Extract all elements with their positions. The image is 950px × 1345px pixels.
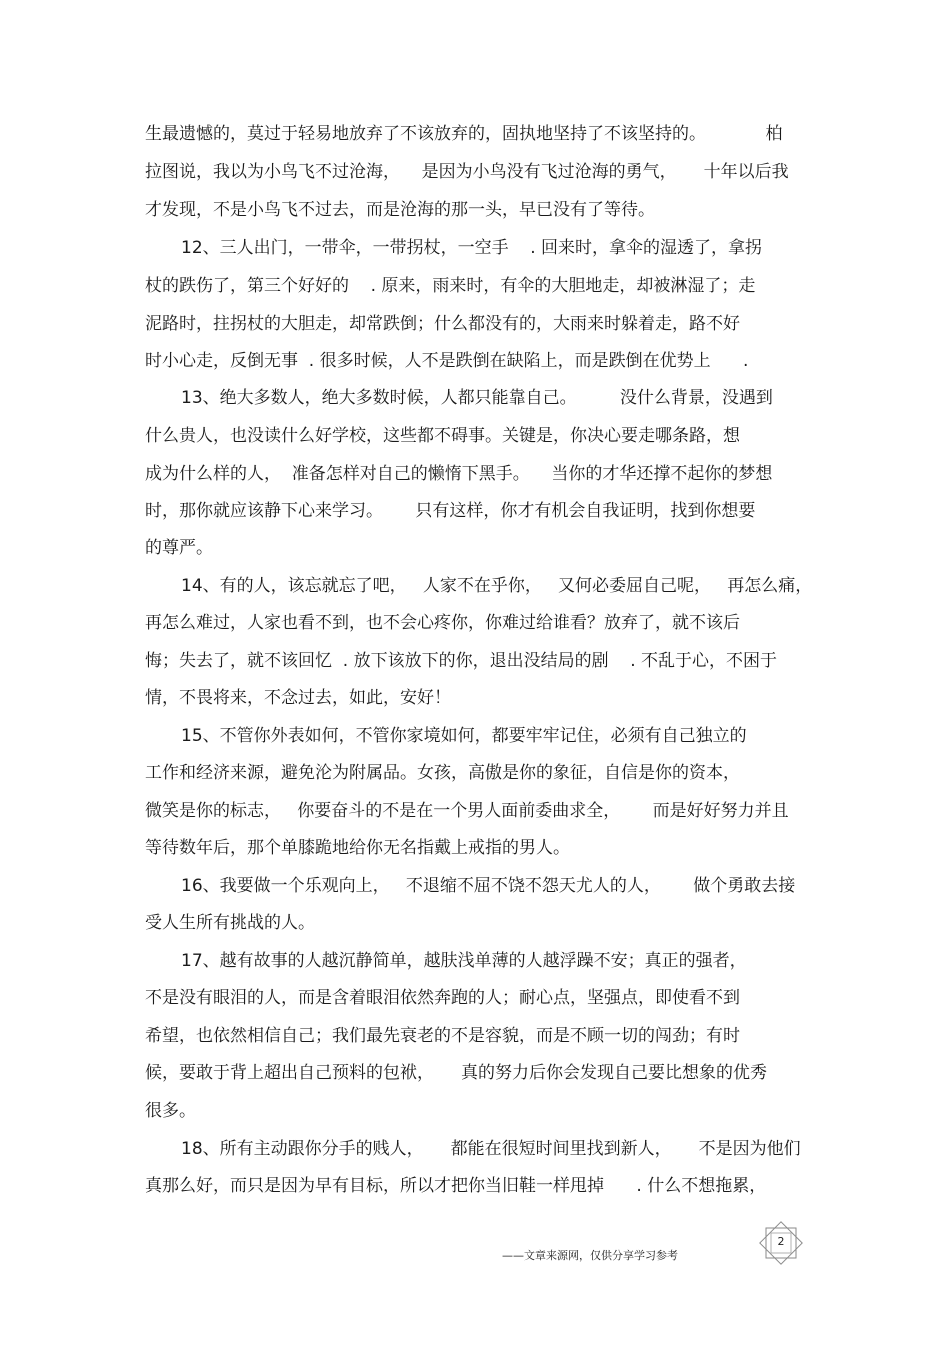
paragraph-12-start: 12、三人出门，一带伞，一带拐杖，一空手 . 回来时，拿伞的湿透了，拿拐 — [181, 238, 763, 258]
text-line: 真那么好，而只是因为早有目标，所以才把你当旧鞋一样甩掉 . 什么不想拖累， — [145, 1176, 767, 1196]
text-line: 泥路时，拄拐杖的大胆走，却常跌倒；什么都没有的，大雨来时躲着走，路不好 — [145, 314, 740, 334]
page-number-badge — [757, 1221, 805, 1265]
text-line: 工作和经济来源，避免沦为附属品。女孩，高傲是你的象征，自信是你的资本， — [145, 763, 740, 783]
text-line: 拉图说，我以为小鸟飞不过沧海， 是因为小鸟没有飞过沧海的勇气， 十年以后我 — [145, 162, 789, 182]
text-line: 时小心走，反倒无事 . 很多时候，人不是跌倒在缺陷上，而是跌倒在优势上 . — [145, 351, 749, 371]
text-line: 候，要敢于背上超出自己预料的包袱， 真的努力后你会发现自己要比想象的优秀 — [145, 1063, 768, 1083]
paragraph-15-start: 15、不管你外表如何，不管你家境如何，都要牢牢记住，必须有自己独立的 — [181, 726, 747, 746]
paragraph-13-start: 13、绝大多数人，绝大多数时候，人都只能靠自己。 没什么背景，没遇到 — [181, 388, 773, 408]
text-line: 不是没有眼泪的人，而是含着眼泪依然奔跑的人；耐心点，坚强点，即使看不到 — [145, 988, 740, 1008]
text-line: 的尊严。 — [145, 538, 213, 558]
text-line: 微笑是你的标志， 你要奋斗的不是在一个男人面前委曲求全， 而是好好努力并且 — [145, 801, 789, 821]
text-line: 杖的跌伤了，第三个好好的 . 原来，雨来时，有伞的大胆地走，却被淋湿了；走 — [145, 276, 756, 296]
paragraph-18-start: 18、所有主动跟你分手的贱人， 都能在很短时间里找到新人， 不是因为他们 — [181, 1139, 801, 1159]
text-line: 很多。 — [145, 1101, 196, 1121]
text-line: 生最遗憾的，莫过于轻易地放弃了不该放弃的，固执地坚持了不该坚持的。 柏 — [145, 124, 783, 144]
text-line: 成为什么样的人， 准备怎样对自己的懒惰下黑手。 当你的才华还撑不起你的梦想 — [145, 464, 773, 484]
text-line: 受人生所有挑战的人。 — [145, 913, 315, 933]
text-line: 什么贵人，也没读什么好学校，这些都不碍事。关键是，你决心要走哪条路，想 — [145, 426, 740, 446]
page-number: 2 — [777, 1235, 785, 1248]
paragraph-17-start: 17、越有故事的人越沉静简单，越肤浅单薄的人越浮躁不安；真正的强者， — [181, 951, 747, 971]
text-line: 再怎么难过，人家也看不到，也不会心疼你，你难过给谁看？放弃了，就不该后 — [145, 613, 740, 633]
text-line: 悔；失去了，就不该回忆 . 放下该放下的你，退出没结局的剧 . 不乱于心，不困于 — [145, 651, 778, 671]
text-line: 希望，也依然相信自己；我们最先衰老的不是容貌，而是不顾一切的闯劲；有时 — [145, 1026, 740, 1046]
text-line: 等待数年后，那个单膝跪地给你无名指戴上戒指的男人。 — [145, 838, 570, 858]
paragraph-16-start: 16、我要做一个乐观向上， 不退缩不屈不饶不怨天尤人的人， 做个勇敢去接 — [181, 876, 796, 896]
footer-source-note: ——文章来源网，仅供分享学习参考 — [502, 1249, 678, 1262]
text-line: 情，不畏将来，不念过去，如此，安好！ — [145, 688, 451, 708]
text-line: 才发现，不是小鸟飞不过去，而是沧海的那一头，早已没有了等待。 — [145, 200, 655, 220]
text-line: 时，那你就应该静下心来学习。 只有这样，你才有机会自我证明，找到你想要 — [145, 501, 756, 521]
paragraph-14-start: 14、有的人，该忘就忘了吧， 人家不在乎你， 又何必委屈自己呢， 再怎么痛， — [181, 576, 813, 596]
